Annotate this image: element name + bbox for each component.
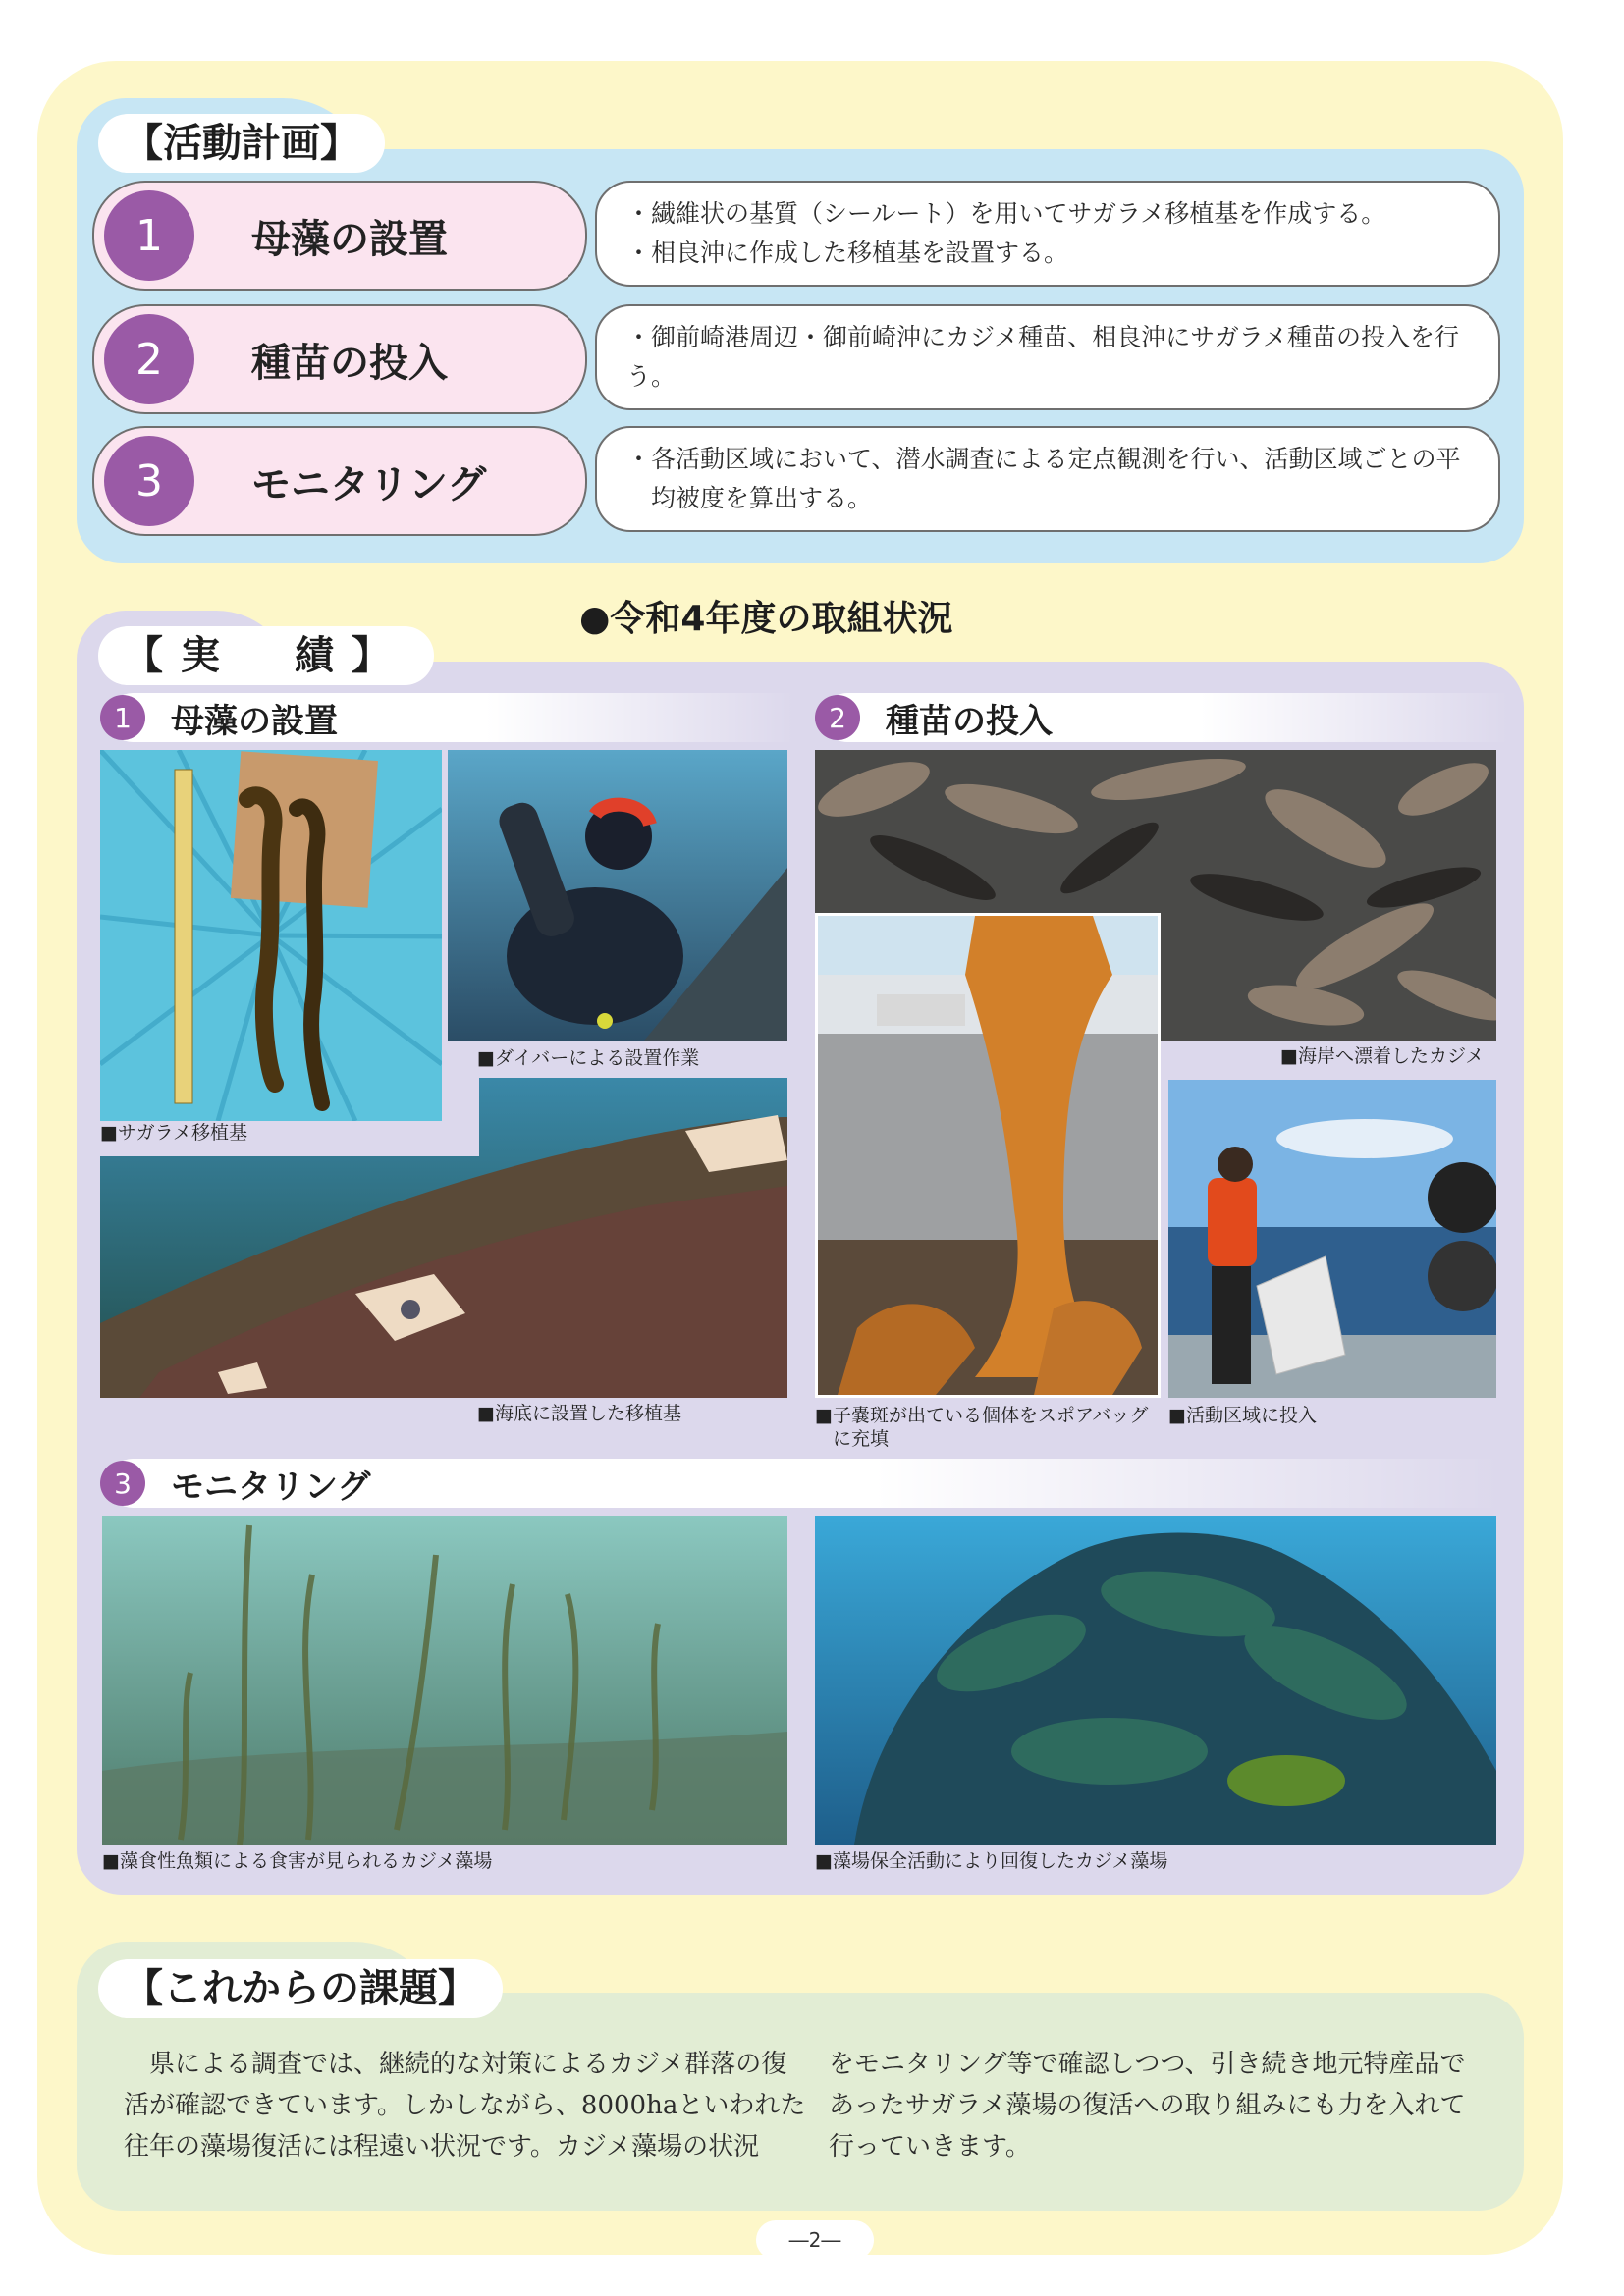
issues-line: 活が確認できています。しかしながら、8000haといわれた	[124, 2091, 806, 2120]
issues-heading: 【これからの課題】	[98, 1959, 503, 2018]
plan-item-1	[92, 181, 587, 291]
issues-line: 行っていきます。	[829, 2132, 1031, 2162]
plan-item-number: 3	[104, 436, 194, 526]
caption-grazed-kajime-bed: ■藻食性魚類による食害が見られるカジメ藻場	[102, 1850, 493, 1872]
plan-item-title: 種苗の投入	[251, 340, 448, 386]
plan-item-number: 2	[104, 314, 194, 404]
results-subheading-2	[823, 693, 1510, 742]
caption-sagarame-base: ■サガラメ移植基	[100, 1122, 248, 1144]
plan-heading: 【活動計画】	[98, 114, 385, 173]
section-title: 母藻の設置	[171, 701, 338, 741]
issues-line: 県による調査では、継続的な対策によるカジメ群落の復	[124, 2050, 787, 2079]
caption-diver: ■ダイバーによる設置作業	[477, 1047, 700, 1069]
plan-item-2	[92, 304, 587, 414]
section-title: 種苗の投入	[886, 701, 1053, 741]
photo-sagarame-base	[100, 750, 442, 1121]
plan-item-title: モニタリング	[251, 461, 487, 507]
results-subheading-1	[108, 693, 795, 742]
photo-recovered-kajime-bed	[815, 1516, 1496, 1845]
plan-item-3	[92, 426, 587, 536]
caption-spore-bag-line-2: に充填	[833, 1428, 890, 1450]
section-number: 1	[100, 695, 145, 740]
issues-text-right	[829, 2044, 1465, 2167]
description-line: ・御前崎港周辺・御前崎沖にカジメ種苗、相良沖にサガラメ種苗の投入を行う。	[626, 323, 1460, 391]
issues-line: 往年の藻場復活には程遠い状況です。カジメ藻場の状況	[124, 2132, 760, 2162]
caption-drifted-kajime: ■海岸へ漂着したカジメ	[1280, 1045, 1485, 1067]
page-number: ―2―	[756, 2220, 874, 2260]
results-subheading-3	[108, 1459, 1502, 1508]
description-line: ・相良沖に作成した移植基を設置する。	[626, 239, 1069, 267]
photo-diver	[448, 750, 787, 1041]
issues-line: をモニタリング等で確認しつつ、引き続き地元特産品で	[829, 2050, 1466, 2079]
plan-item-1-description	[595, 181, 1500, 287]
issues-text-left	[124, 2044, 805, 2167]
caption-seabed: ■海底に設置した移植基	[477, 1403, 681, 1424]
photo-deploy	[1168, 1080, 1496, 1398]
section-title: モニタリング	[171, 1467, 371, 1507]
caption-spore-bag-line-1: ■子嚢斑が出ている個体をスポアバッグ	[815, 1405, 1149, 1426]
photo-spore-bag	[815, 913, 1161, 1398]
issues-line: あったサガラメ藻場の復活への取り組みにも力を入れて	[829, 2091, 1466, 2120]
plan-item-title: 母藻の設置	[251, 216, 448, 262]
caption-recovered-kajime-bed: ■藻場保全活動により回復したカジメ藻場	[815, 1850, 1168, 1872]
caption-deploy: ■活動区域に投入	[1168, 1405, 1317, 1426]
description-line: ・繊維状の基質（シールート）を用いてサガラメ移植基を作成する。	[626, 199, 1386, 228]
description-line: ・各活動区域において、潜水調査による定点観測を行い、活動区域ごとの平	[626, 445, 1461, 473]
plan-item-number: 1	[104, 190, 194, 281]
results-heading: 【実 績】	[98, 626, 434, 685]
year-heading: ●令和4年度の取組状況	[579, 598, 953, 639]
section-number: 2	[815, 695, 860, 740]
plan-item-2-description	[595, 304, 1500, 410]
section-number: 3	[100, 1461, 145, 1506]
plan-item-3-description	[595, 426, 1500, 532]
photo-grazed-kajime-bed	[102, 1516, 787, 1845]
description-line: 均被度を算出する。	[626, 484, 873, 512]
